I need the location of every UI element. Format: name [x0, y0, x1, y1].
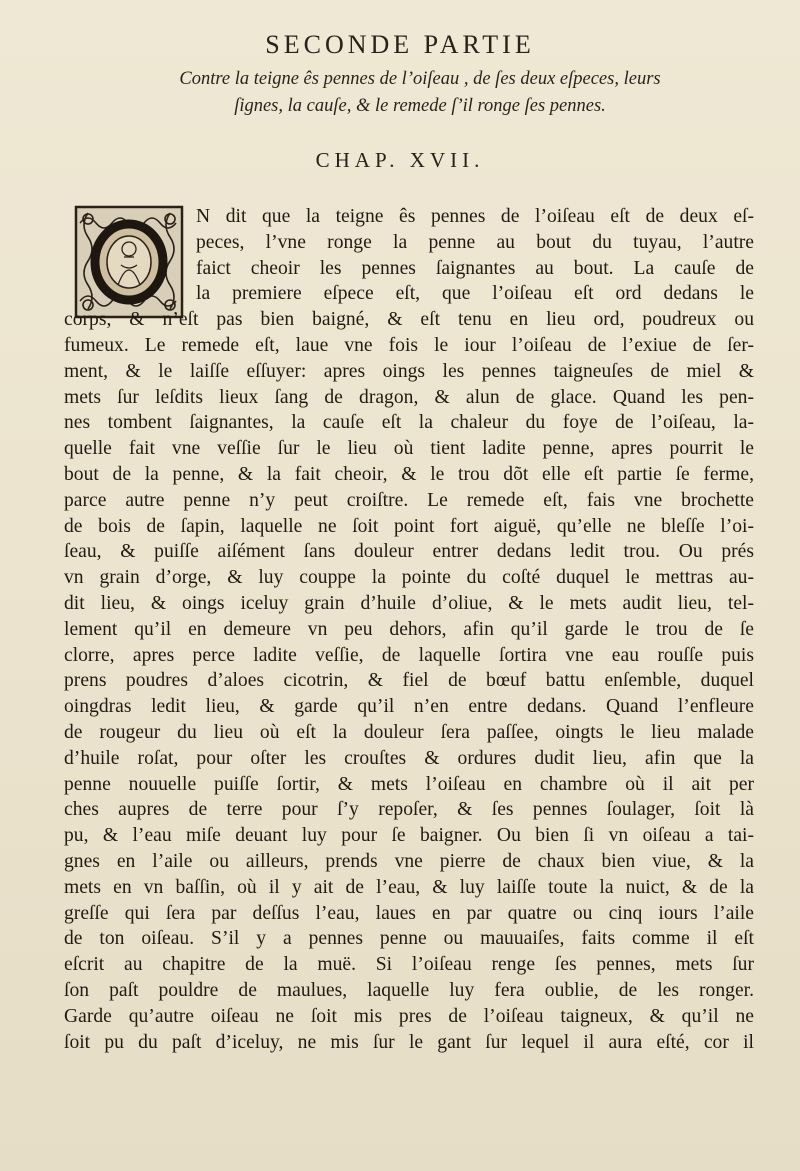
- text-line: Garde qu’autre oiſeau ne ſoit mis pres de l’oiſeau taigneux, & qu’il ne: [64, 1005, 754, 1027]
- text-line: peces, l’vne ronge la penne au bout du tuyau, l’autre: [196, 231, 754, 253]
- text-line: ſeau, & puiſſe aiſément ſans douleur entrer dedans ledit trou. Ou prés: [64, 541, 754, 563]
- text-line: eſcrit au chapitre de la muë. Si l’oiſeau renge ſes pennes, mets ſur: [64, 954, 754, 976]
- running-head: SECONDE PARTIE: [265, 30, 535, 59]
- text-line: quelle fait vne veſſie ſur le lieu où tient ladite penne, apres pourrit le: [64, 438, 754, 460]
- text-line: de bois de ſapin, laquelle ne ſoit point fort aiguë, qu’elle ne bleſſe l’oi-: [64, 515, 754, 537]
- text-line: gnes en l’aile ou ailleurs, prends vne pierre de chaux bien viue, & la: [64, 850, 754, 872]
- text-line: nes tombent ſaignantes, la cauſe eſt la chaleur du foye de l’oiſeau, la-: [64, 412, 754, 434]
- text-line: prens poudres d’aloes cicotrin, & fiel de bœuf battu enſemble, duquel: [64, 670, 754, 692]
- text-line: faict cheoir les pennes ſaignantes au bout. La cauſe de: [196, 257, 754, 279]
- text-line: ſoit pu du paſt d’iceluy, ne mis ſur le gant ſur lequel il aura eſté, cor il: [64, 1031, 754, 1053]
- chapter-subtitle-line: Contre la teigne ês pennes de l’oiſeau , de ſes deux eſpeces, leurs: [179, 69, 661, 89]
- chapter-body-text: [64, 204, 754, 1055]
- text-line: N dit que la teigne ês pennes de l’oiſeau eſt de deux eſ-: [196, 206, 754, 227]
- text-line: oingdras ledit lieu, & garde qu’il n’en entre dedans. Quand l’enfleure: [64, 696, 754, 718]
- chapter-heading: CHAP. XVII.: [315, 148, 485, 172]
- text-line: dit lieu, & oings iceluy grain d’huile d’oliue, & le mets audit lieu, tel-: [64, 592, 754, 614]
- text-line: ſon paſt pouldre de maulues, laquelle luy fera oublie, de les ronger.: [64, 979, 754, 1001]
- text-line: fumeux. Le remede eſt, laue vne fois le iour l’oiſeau de l’exiue de ſer-: [64, 334, 754, 356]
- text-line: clorre, apres perce ladite veſſie, de laquelle ſortira vne eau rouſſe puis: [64, 644, 754, 666]
- text-line: lement qu’il en demeure vn peu dehors, afin qu’il garde le trou de ſe: [64, 618, 754, 640]
- text-line: mets ſur leſdits lieux ſang de dragon, & alun de glace. Quand les pen-: [64, 386, 754, 408]
- chapter-subtitle: [90, 66, 750, 120]
- text-line: d’huile roſat, pour oſter les crouſtes & ordures dudit lieu, afin que la: [64, 747, 754, 769]
- text-line: ment, & le laiſſe eſſuyer: apres oings les pennes taigneuſes de miel &: [64, 360, 754, 382]
- text-line: pu, & l’eau miſe deuant luy pour ſe baigner. Ou bien ſi vn oiſeau a tai-: [64, 825, 754, 847]
- text-line: ches aupres de terre pour ſ’y repoſer, & ſes pennes ſoulager, ſoit là: [64, 799, 754, 821]
- text-line: parce autre penne n’y peut croiſtre. Le remede eſt, fais vne brochette: [64, 489, 754, 511]
- text-line: penne nouuelle puiſſe ſortir, & mets l’oiſeau en chambre où il ait per: [64, 773, 754, 795]
- text-line: bout de la penne, & la fait cheoir, & le trou dõt elle eſt partie ſe ferme,: [64, 463, 754, 485]
- chapter-subtitle-line: ſignes, la cauſe, & le remede ſ’il ronge ſes pennes.: [234, 96, 606, 116]
- text-line: mets en vn baſſin, où il y ait de l’eau, & luy laiſſe toute la nuict, & de la: [64, 876, 754, 898]
- text-line: de ton oiſeau. S’il y a pennes penne ou mauuaiſes, faits comme il eſt: [64, 928, 754, 950]
- text-line: corps, & n’eſt pas bien baigné, & eſt tenu en lieu ord, poudreux ou: [64, 309, 754, 331]
- text-line: la premiere eſpece eſt, que l’oiſeau eſt ord dedans le: [196, 283, 754, 305]
- text-line: de rougeur du lieu où eſt la douleur ſera paſſee, oingts le lieu malade: [64, 721, 754, 743]
- text-line: vn grain d’orge, & luy couppe la pointe du coſté duquel le mettras au-: [64, 567, 754, 589]
- text-line: greſſe qui ſera par deſſus l’eau, laues en par quatre ou cinq iours l’aile: [64, 902, 754, 924]
